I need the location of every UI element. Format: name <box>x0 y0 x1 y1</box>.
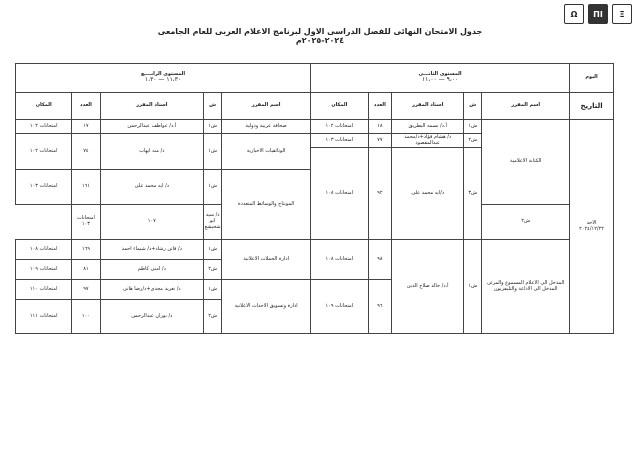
l4-course-2: الوثائقيات الاخبارية <box>222 134 311 170</box>
l4-row3-section: ش١ <box>204 170 222 205</box>
day-name: الاحد <box>586 219 597 226</box>
day-date: ٢٠٢٤/١٢/٢٢ <box>579 225 604 232</box>
l4-row4-instructor: د/ سيد ابو شحيشع <box>204 205 222 240</box>
l4-row1-count: ١٧ <box>72 120 100 134</box>
l2-row3-section: ش٣ <box>464 148 482 240</box>
l4-row1-section: ش١ <box>204 120 222 134</box>
l2-course-1: الكتابة الاعلامية <box>482 120 570 205</box>
l4-row3-count: ١٦١ <box>72 170 100 205</box>
l4-row2-section: ش١ <box>204 134 222 170</box>
page-title: جدول الامتحان النهائى للفصل الدراسى الاول لبرنامج الاعلام العربى للعام الجامعى ٢٠٢٤-٢٠٢٥م <box>157 27 483 45</box>
l4-row6-instructor: د/ امنى كاظم <box>100 260 204 280</box>
l2-row4-count: ٩٨ <box>368 240 392 280</box>
l2-instructor-header: استاذ المقرر <box>392 93 464 120</box>
l4-row7-section: ش١ <box>204 280 222 300</box>
l4-course-1: صحافة عربية ودولية <box>222 120 311 134</box>
l4-row3-instructor: د/ ايه محمد على <box>100 170 204 205</box>
logo-mark-3: Ξ <box>612 4 632 24</box>
l2-row2-instructor: د/ هشام فؤاد+د/محمد عبدالمقصود <box>392 134 464 148</box>
l4-row6-count: ٨١ <box>72 260 100 280</box>
l4-row2-hall: امتحانات ١٠٢ <box>16 134 72 170</box>
l2-row1-section: ش١ <box>464 120 482 134</box>
l4-row2-count: ٧٤ <box>72 134 100 170</box>
l2-row3-hall: امتحانات ١٠٨ <box>311 148 368 240</box>
day-date-cell <box>570 120 614 334</box>
l2-row1-count: ١٨ <box>368 120 392 134</box>
day-header: اليوم <box>570 64 614 93</box>
l4-row4-hall: امتحانات ١٠٣ <box>72 205 100 240</box>
l2-hall-header: المكان <box>311 93 368 120</box>
level4-name: المستوى الرابــــع <box>141 70 186 77</box>
university-logo <box>560 4 632 24</box>
l4-row1-instructor: أ.د/ عواطف عبدالرحمن <box>100 120 204 134</box>
l2-row4-hall: امتحانات ١٠٨ <box>311 240 368 280</box>
l4-count-header: العدد <box>72 93 100 120</box>
logo-mark-1: Ω <box>564 4 584 24</box>
l2-course-header: اسم المقرر <box>482 93 570 120</box>
l4-row8-instructor: د/ نوران عبدالرحمن <box>100 300 204 334</box>
date-header: التاريخ <box>570 93 614 120</box>
level2-name: المستوى الثانـــى <box>418 70 462 77</box>
l4-row7-instructor: د/ نغريد مجدى+د/رضا هانى <box>100 280 204 300</box>
level2-header <box>311 64 570 93</box>
l2-row5-count: ٩٦ <box>368 280 392 334</box>
l4-row4-count: ١٠٧ <box>100 205 204 240</box>
l4-row7-hall: امتحانات ١١٠ <box>16 280 72 300</box>
l4-row5-section: ش١ <box>204 240 222 260</box>
l4-row2-instructor: د/ منه ايهاب <box>100 134 204 170</box>
l4-row6-hall: امتحانات ١٠٩ <box>16 260 72 280</box>
l4-hall-header: المكان <box>16 93 72 120</box>
level4-header <box>16 64 311 93</box>
l2-row1-hall: امتحانات ١٠٢ <box>311 120 368 134</box>
l4-row8-section: ش٢ <box>204 300 222 334</box>
l4-row8-count: ١٠٠ <box>72 300 100 334</box>
l4-row5-hall: امتحانات ١٠٨ <box>16 240 72 260</box>
l4-row4-section: ش٢ <box>482 205 570 240</box>
l4-row7-count: ٩٧ <box>72 280 100 300</box>
level4-time: ١١،٣٠ — ١،٣٠ <box>144 76 182 84</box>
l2-row3-instructor: د/ايه محمد على <box>392 148 464 240</box>
l2-row4-instructor: أ.د/ خالد صلاح الدين <box>392 240 464 334</box>
l2-course-2: المدخل الى الاعلام المسموع والمرئى المدخل الى الاذاعة والتليفزيون <box>482 240 570 334</box>
l2-section-header: ش <box>464 93 482 120</box>
logo-mark-2: ΠΙ <box>588 4 608 24</box>
l4-row6-section: ش٢ <box>204 260 222 280</box>
l2-row4-section: ش١ <box>464 240 482 334</box>
l4-instructor-header: استاذ المقرر <box>100 93 204 120</box>
l2-row3-count: ٩٢ <box>368 148 392 240</box>
l4-course-header: اسم المقرر <box>222 93 311 120</box>
l4-row5-instructor: د/ فاتن رشاد+د/ شيماء احمد <box>100 240 204 260</box>
l4-row5-count: ١٦٩ <box>72 240 100 260</box>
exam-schedule-table <box>15 63 614 334</box>
l2-row1-instructor: أ.د/ نسمه البطريق <box>392 120 464 134</box>
l4-course-3: المونتاج والوسائط المتعددة <box>222 170 311 240</box>
l2-count-header: العدد <box>368 93 392 120</box>
l4-row8-hall: امتحانات ١١١ <box>16 300 72 334</box>
l4-course-5: ادارة وتسويق الاحداث الاعلانية <box>222 280 311 334</box>
l2-row2-section: ش٢ <box>464 134 482 148</box>
l2-row2-hall: امتحانات ١٠٣ <box>311 134 368 148</box>
l4-course-4: ادارة الحملات الاعلانية <box>222 240 311 280</box>
l4-row1-hall: امتحانات ١٠٢ <box>16 120 72 134</box>
l2-row5-hall: امتحانات ١٠٩ <box>311 280 368 334</box>
l4-section-header: ش <box>204 93 222 120</box>
l2-row2-count: ٧٧ <box>368 134 392 148</box>
l4-row3-hall: امتحانات ١٠٣ <box>16 170 72 205</box>
level2-time: ٩،٠٠ — ١١،٠٠ <box>421 76 459 84</box>
